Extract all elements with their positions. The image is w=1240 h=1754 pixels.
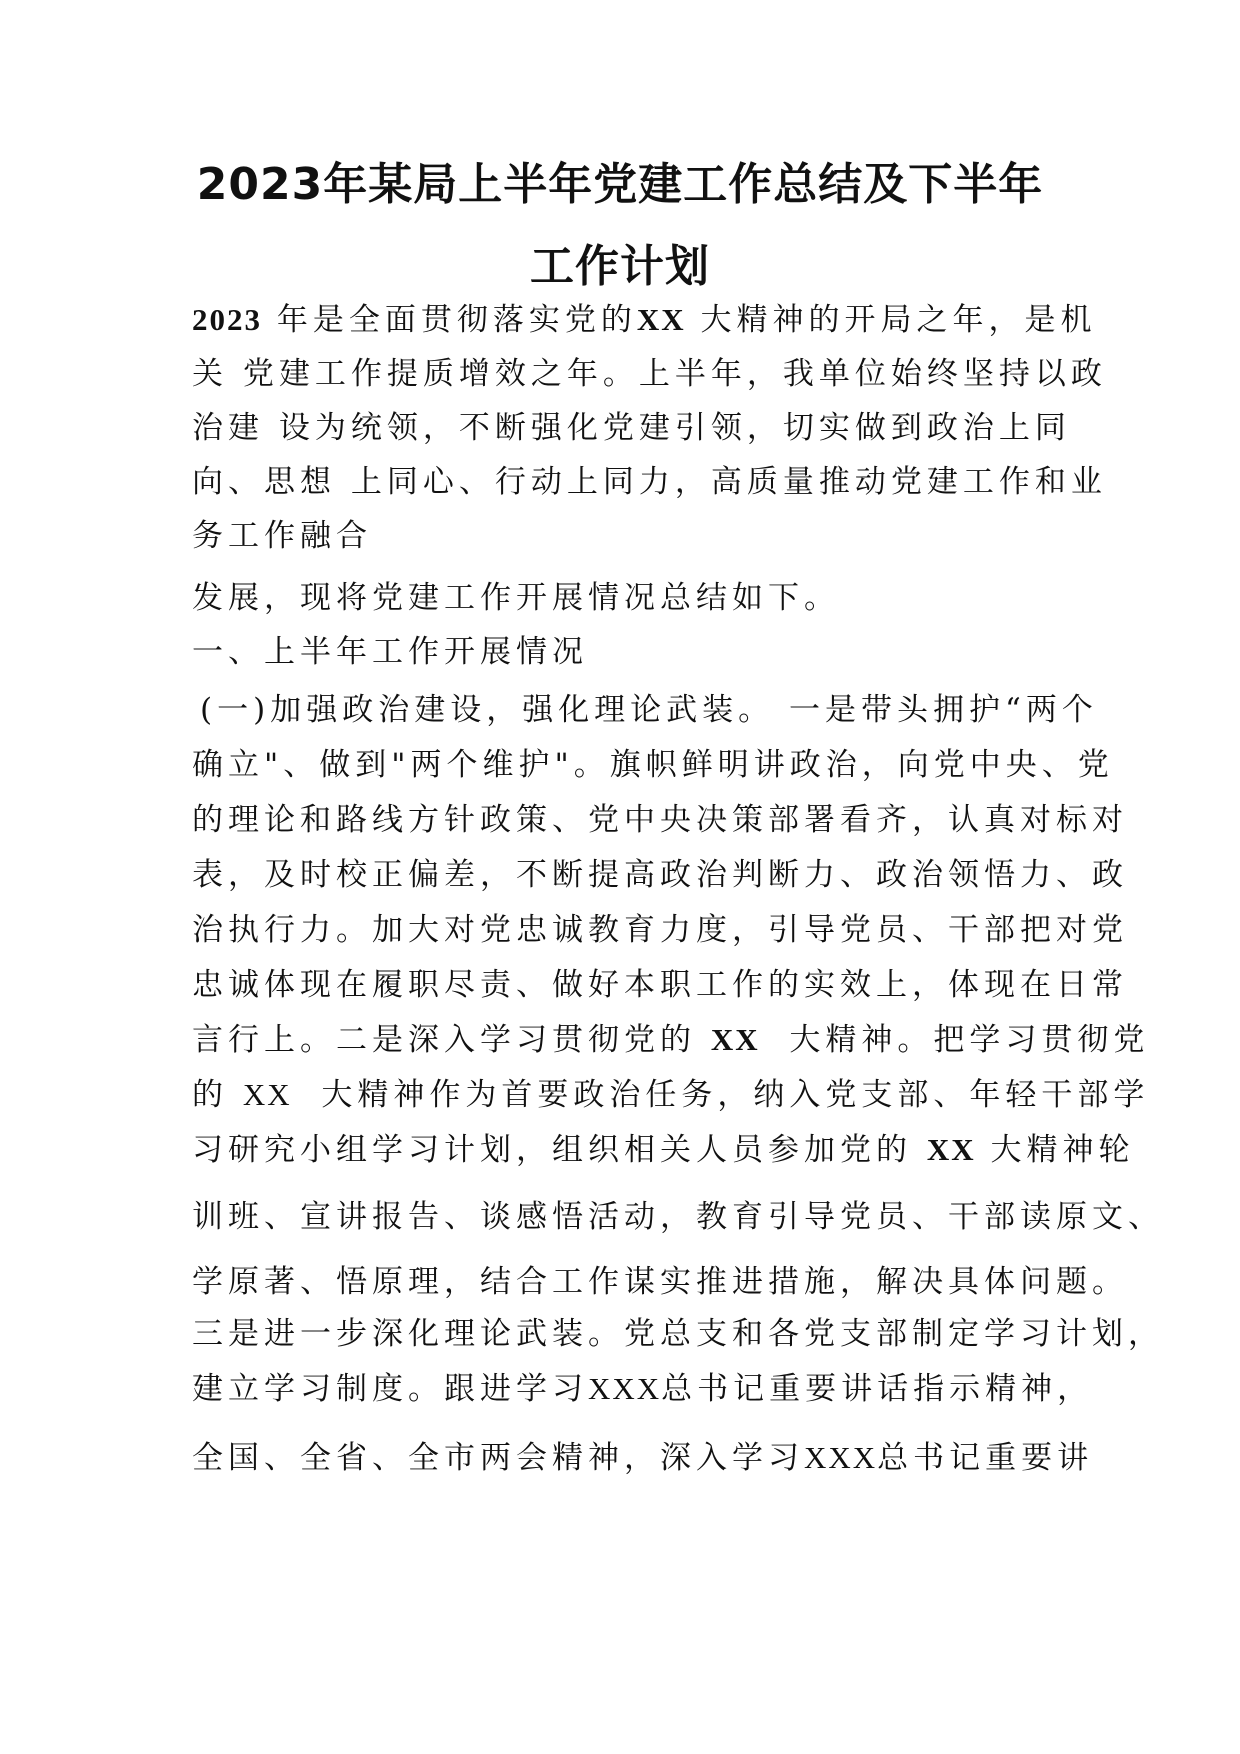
subsection-line-2: 确立"、做到"两个维护"。旗帜鲜明讲政治，向党中央、党 (192, 747, 1114, 783)
subsection-line-12: 三是进一步深化理论武装。党总支和各党支部制定学习计划， (192, 1316, 1164, 1352)
body-text: 大精神作为首要政治任务，纳入党支部、年轻干部学 (321, 1077, 1150, 1113)
document-title-line-2: 工作计划 (530, 241, 710, 292)
year-number: 2023 (192, 302, 262, 337)
congress-abbrev: XX (242, 1077, 292, 1112)
body-text: 建立学习制度。跟进学习 (192, 1371, 588, 1407)
body-text: 总书记重要讲 (877, 1440, 1094, 1476)
subsection-line-6: 忠诚体现在履职尽责、做好本职工作的实效上，体现在日常 (192, 967, 1128, 1003)
name-abbrev: XXX (804, 1440, 878, 1475)
name-abbrev: XXX (588, 1371, 662, 1406)
intro-text: 年是全面贯彻落实党的 (276, 302, 637, 338)
intro-line-1 (192, 300, 1097, 340)
section-heading: 一、上半年工作开展情况 (192, 634, 588, 670)
body-text: 全国、全省、全市两会精神，深入学习 (192, 1440, 804, 1476)
congress-abbrev: XX (710, 1022, 760, 1057)
document-title-line-1: 2023年某局上半年党建工作总结及下半年 (196, 159, 1044, 210)
subsection-line-4: 表，及时校正偏差，不断提高政治判断力、政治领悟力、政 (192, 857, 1128, 893)
intro-line-2: 关 党建工作提质增效之年。上半年，我单位始终坚持以政 (192, 356, 1107, 392)
body-text: 大精神。把学习贯彻党 (789, 1022, 1150, 1058)
intro-line-6: 发展，现将党建工作开展情况总结如下。 (192, 580, 840, 616)
subsection-line-5: 治执行力。加大对党忠诚教育力度，引导党员、干部把对党 (192, 912, 1128, 948)
subsection-line-11: 学原著、悟原理，结合工作谋实推进措施，解决具体问题。 (192, 1264, 1128, 1300)
intro-line-3: 治建 设为统领，不断强化党建引领，切实做到政治上同 (192, 410, 1071, 446)
intro-line-4: 向、思想 上同心、行动上同力，高质量推动党建工作和业 (192, 464, 1107, 500)
subsection-line-3: 的理论和路线方针政策、党中央决策部署看齐，认真对标对 (192, 802, 1128, 838)
intro-text: 大精神的开局之年，是机 (700, 302, 1097, 338)
subsection-line-14 (192, 1438, 1093, 1478)
intro-line-5: 务工作融合 (192, 518, 372, 554)
subsection-line-8 (192, 1075, 1149, 1115)
subsection-line-1: (一)加强政治建设，强化理论武装。 一是带头拥护“两个 (200, 692, 1098, 728)
body-text: 习研究小组学习计划，组织相关人员参加党的 (192, 1132, 912, 1168)
subsection-line-9 (192, 1130, 1135, 1170)
congress-abbrev: XX (636, 302, 686, 337)
subsection-line-7 (192, 1020, 1149, 1060)
body-text: 的 (192, 1077, 228, 1113)
congress-abbrev: XX (926, 1132, 976, 1167)
subsection-line-10: 训班、宣讲报告、谈感悟活动，教育引导党员、干部读原文、 (192, 1199, 1164, 1235)
body-text: 总书记重要讲话指示精神， (661, 1371, 1094, 1407)
subsection-line-13 (192, 1369, 1093, 1409)
body-text: 大精神轮 (990, 1132, 1135, 1168)
body-text: 言行上。二是深入学习贯彻党的 (192, 1022, 696, 1058)
